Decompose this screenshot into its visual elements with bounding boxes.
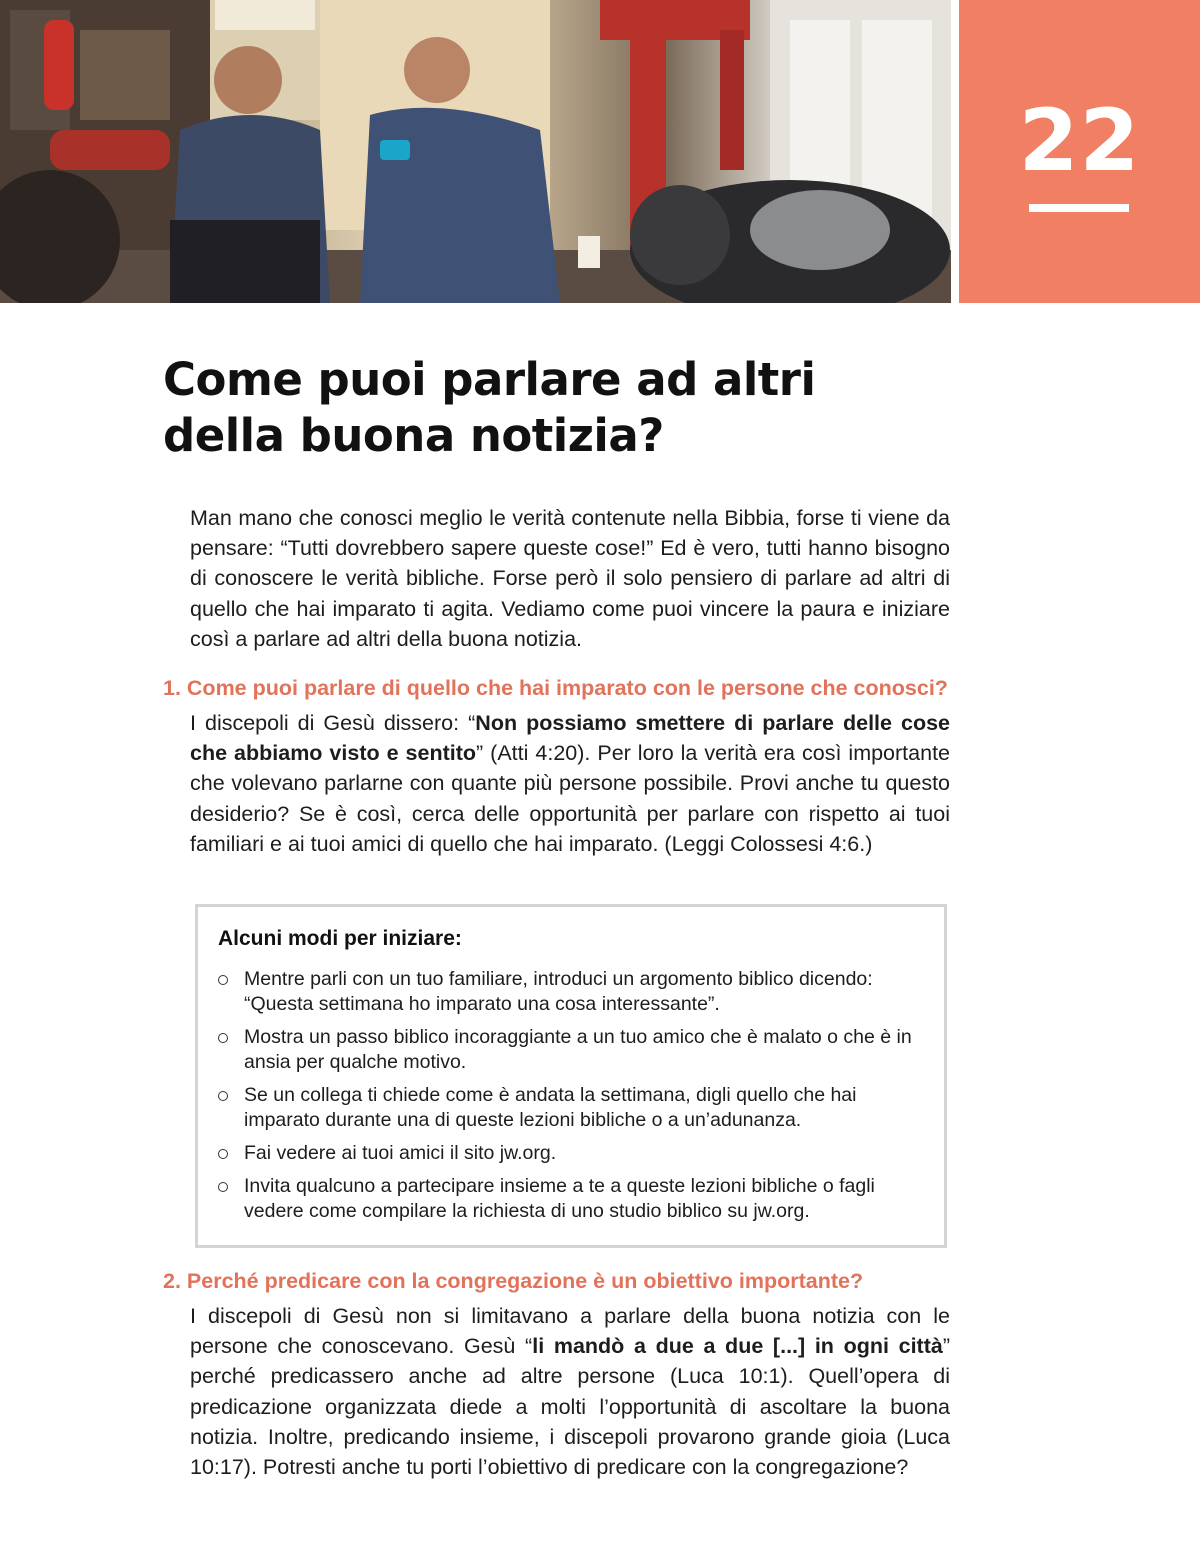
list-item-text: Fai vedere ai tuoi amici il sito jw.org. xyxy=(244,1142,557,1164)
section-2-text-before: I discepoli di Gesù non si limitavano a parlare della buona notizia con le persone che conoscevano. Gesù “ xyxy=(190,1304,950,1359)
tips-list xyxy=(218,967,918,1232)
circle-bullet-icon xyxy=(218,1149,228,1159)
chapter-underline xyxy=(1029,204,1129,212)
chapter-number: 22 xyxy=(1018,91,1141,191)
section-1-paragraph xyxy=(190,708,950,859)
section-1-text-before: I discepoli di Gesù dissero: “ xyxy=(190,711,476,735)
section-2-quote: li mandò a due a due [...] in ogni città xyxy=(532,1334,943,1359)
tips-box-title: Alcuni modi per iniziare: xyxy=(218,927,462,950)
list-item-text: Se un collega ti chiede come è andata la settimana, digli quello che hai imparato durante una di queste lezioni bibliche o a un’adunanza. xyxy=(244,1084,857,1131)
header-photo xyxy=(0,0,951,303)
list-item xyxy=(218,1141,918,1166)
list-item xyxy=(218,1025,918,1075)
page-title xyxy=(163,352,923,464)
section-1-text-after: ” (Atti 4:20). Per loro la verità era così importante che volevano parlarne con quante più persone possibile. Provi anche tu questo desiderio? Se è così, cerca delle opportunità per parlare con rispetto ai tuoi familiari e ai tuoi amici di quello che hai imparato. (Leggi Colossesi 4:6.) xyxy=(190,741,950,856)
garage-scene-illustration xyxy=(0,0,951,303)
circle-bullet-icon xyxy=(218,1091,228,1101)
question-1: 1. Come puoi parlare di quello che hai imparato con le persone che conosci? xyxy=(163,676,948,700)
list-item xyxy=(218,967,918,1017)
section-2-text-after: ” perché predicassero anche ad altre persone (Luca 10:1). Quell’opera di predicazione organizzata diede a molti l’opportunità di ascoltare la buona notizia. Inoltre, predicando insieme, i discepoli provarono grande gioia (Luca 10:17). Potresti anche tu porti l’obiettivo di predicare con la congregazione? xyxy=(190,1334,951,1480)
chapter-badge xyxy=(959,0,1200,303)
section-2-paragraph xyxy=(190,1301,950,1482)
title-line-1: Come puoi parlare ad altri xyxy=(163,353,816,406)
question-2: 2. Perché predicare con la congregazione è un obiettivo importante? xyxy=(163,1269,864,1293)
title-line-2: della buona notizia? xyxy=(163,409,664,462)
list-item-text: Mentre parli con un tuo familiare, introduci un argomento biblico dicendo: “Questa settimana ho imparato una cosa interessante”. xyxy=(244,968,873,1015)
list-item xyxy=(218,1083,918,1133)
circle-bullet-icon xyxy=(218,975,228,985)
circle-bullet-icon xyxy=(218,1182,228,1192)
list-item-text: Mostra un passo biblico incoraggiante a un tuo amico che è malato o che è in ansia per qualche motivo. xyxy=(244,1026,912,1073)
intro-paragraph: Man mano che conosci meglio le verità contenute nella Bibbia, forse ti viene da pensare: “Tutti dovrebbero sapere queste cose!” Ed è vero, tutti hanno bisogno di conoscere le verità bibliche. Forse però il solo pensiero di parlare ad altri di quello che hai imparato ti agita. Vediamo come puoi vincere la paura e iniziare così a parlare ad altri della buona notizia. xyxy=(190,506,950,651)
list-item-text: Invita qualcuno a partecipare insieme a te a queste lezioni bibliche o fagli vedere come compilare la richiesta di uno studio biblico su jw.org. xyxy=(244,1175,875,1222)
section-1-quote: Non possiamo smettere di parlare delle cose che abbiamo visto e sentito xyxy=(190,711,951,766)
circle-bullet-icon xyxy=(218,1033,228,1043)
list-item xyxy=(218,1174,918,1224)
tips-box xyxy=(195,904,947,1248)
